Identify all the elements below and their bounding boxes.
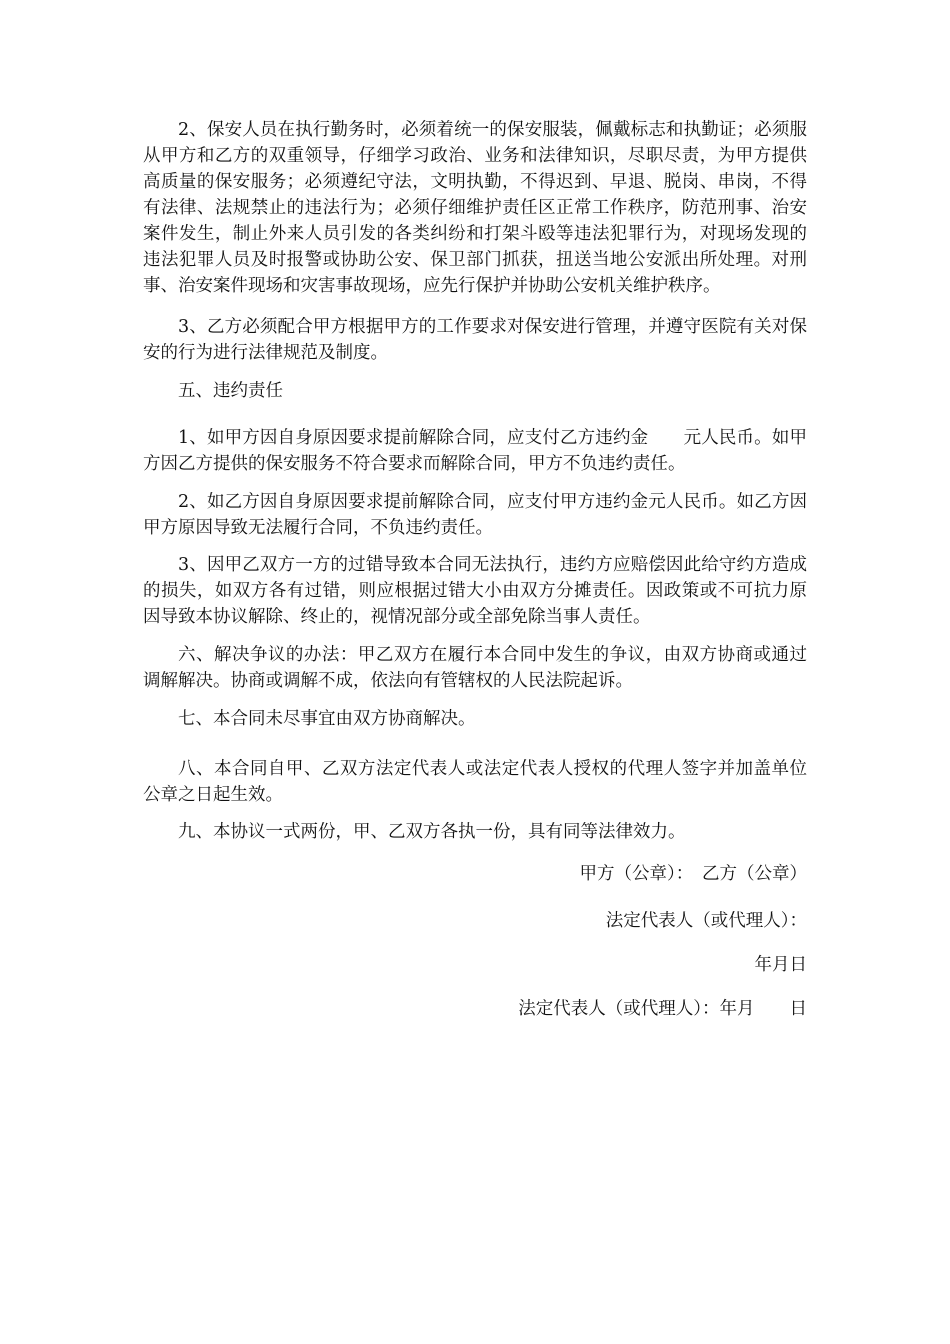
section-5-heading [143, 378, 807, 404]
paragraph-copies: 九、本协议一式两份，甲、乙双方各执一份，具有同等法律效力。 [178, 822, 686, 842]
paragraph-management: 3、乙方必须配合甲方根据甲方的工作要求对保安进行管理，并遵守医院有关对保安的行为进行法律规范及制度。 [143, 317, 807, 363]
paragraph-party-a-termination: 1、如甲方因自身原因要求提前解除合同，应支付乙方违约金 元人民币。如甲方因乙方提供的保安服务不符合要求而解除合同，甲方不负违约责任。 [143, 428, 807, 474]
section-6 [143, 642, 807, 694]
section-7 [143, 706, 807, 732]
paragraph-other-matters: 七、本合同未尽事宜由双方协商解决。 [178, 709, 476, 729]
signature-date-1: 年月日 [754, 955, 807, 975]
heading-breach-liability: 五、违约责任 [178, 381, 283, 401]
section-8 [143, 756, 807, 808]
signature-representative-1: 法定代表人（或代理人）： [605, 911, 807, 931]
clause-4-3 [143, 314, 807, 366]
signature-seals: 甲方（公章）： 乙方（公章） [579, 864, 807, 884]
section-9 [143, 819, 807, 845]
clause-5-2 [143, 489, 807, 541]
paragraph-party-b-termination: 2、如乙方因自身原因要求提前解除合同，应支付甲方违约金元人民币。如乙方因甲方原因导致无法履行合同，不负违约责任。 [143, 492, 807, 538]
paragraph-dispute-resolution: 六、解决争议的办法：甲乙双方在履行本合同中发生的争议，由双方协商或通过调解解决。协商或调解不成，依法向有管辖权的人民法院起诉。 [143, 645, 807, 691]
clause-4-2 [143, 117, 807, 299]
clause-5-3 [143, 552, 807, 630]
clause-5-1 [143, 425, 807, 477]
paragraph-fault-liability: 3、因甲乙双方一方的过错导致本合同无法执行，违约方应赔偿因此给守约方造成的损失，如双方各有过错，则应根据过错大小由双方分摊责任。因政策或不可抗力原因导致本协议解除、终止的，视情况部分或全部免除当事人责任。 [143, 555, 807, 627]
paragraph-security-duties: 2、保安人员在执行勤务时，必须着统一的保安服装，佩戴标志和执勤证；必须服从甲方和乙方的双重领导，仔细学习政治、业务和法律知识，尽职尽责，为甲方提供高质量的保安服务；必须遵纪守法，文明执勤，不得迟到、早退、脱岗、串岗，不得有法律、法规禁止的违法行为；必须仔细维护责任区正常工作秩序，防范刑事、治安案件发生，制止外来人员引发的各类纠纷和打架斗殴等违法犯罪行为，对现场发现的违法犯罪人员及时报警或协助公安、保卫部门抓获，扭送当地公安派出所处理。对刑事、治安案件现场和灾害事故现场，应先行保护并协助公安机关维护秩序。 [143, 120, 807, 296]
signature-representative-2: 法定代表人（或代理人）：年月 日 [518, 999, 807, 1019]
paragraph-effectiveness: 八、本合同自甲、乙双方法定代表人或法定代表人授权的代理人签字并加盖单位公章之日起生效。 [143, 759, 807, 805]
